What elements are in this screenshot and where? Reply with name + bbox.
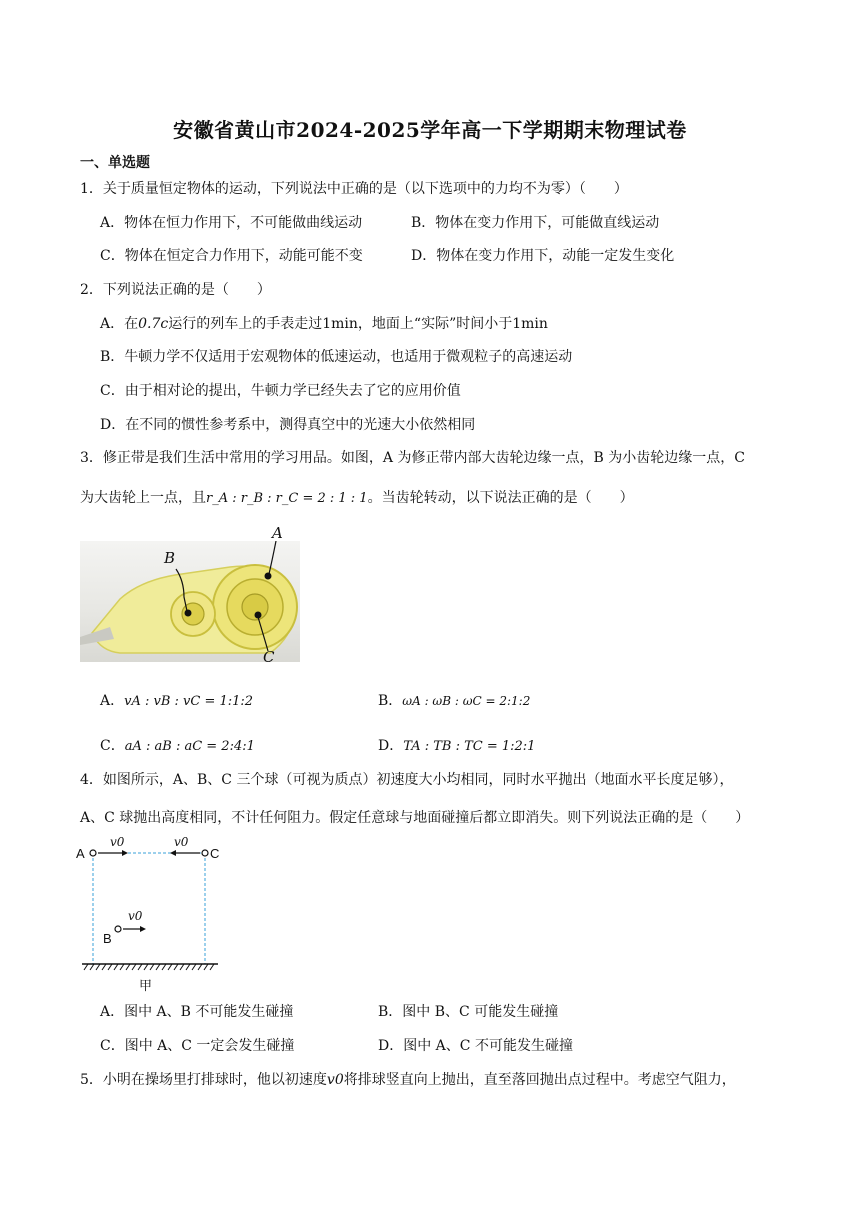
q3-option-c (100, 736, 255, 757)
diagram-label-c: C (210, 846, 220, 861)
q4-option-c: C．图中 A、C 一定会发生碰撞 (100, 1038, 295, 1054)
q4-option-a: A．图中 A、B 不可能发生碰撞 (100, 1004, 294, 1020)
diagram-label-b: B (103, 931, 112, 946)
q1-option-b: B．物体在变力作用下，可能做直线运动 (411, 215, 660, 231)
q3-option-a-expr: vA : vB : vC = 1:1:2 (124, 694, 254, 709)
q3-stem-line2 (80, 488, 634, 509)
photo-label-a-outside: A (272, 524, 283, 542)
diagram-label-a: A (76, 846, 85, 861)
diagram-v0-c: v0 (174, 835, 189, 849)
q5-stem-pre: 5．小明在操场里打排球时，他以初速度 (80, 1072, 327, 1088)
q5-stem-post: 将排球竖直向上抛出，直至落回抛出点过程中。考虑空气阻力， (343, 1072, 736, 1088)
q3-stem-line1: 3．修正带是我们生活中常用的学习用品。如图，A 为修正带内部大齿轮边缘一点，B 为小齿轮边缘一点，C (80, 450, 745, 466)
q3-option-b (378, 691, 530, 711)
q3-stem-post: 。当齿轮转动，以下说法正确的是（ ） (367, 490, 634, 506)
q2-option-a-pre: A．在 (100, 316, 139, 332)
diagram-v0-b: v0 (128, 909, 143, 923)
q2-option-a-post: 运行的列车上的手表走过1min，地面上“实际”时间小于1min (168, 316, 548, 332)
q2-option-a-speed: 0.7c (138, 316, 169, 332)
q4-stem-line1: 4．如图所示，A、B、C 三个球（可视为质点）初速度大小均相同，同时水平抛出（地面水平长度足够）， (80, 772, 734, 788)
q1-option-c: C．物体在恒定合力作用下，动能可能不变 (100, 248, 363, 264)
q2-option-d: D．在不同的惯性参考系中，测得真空中的光速大小依然相同 (100, 417, 476, 433)
q5-stem-var: v0 (326, 1072, 344, 1088)
photo-label-c: C (263, 648, 275, 662)
q3-option-d-expr: TA : TB : TC = 1:2:1 (403, 739, 536, 754)
q3-option-c-letter: C． (100, 738, 125, 754)
q1-option-d: D．物体在变力作用下，动能一定发生变化 (411, 248, 675, 264)
q3-option-b-letter: B． (378, 693, 403, 709)
q4-option-d: D．图中 A、C 不可能发生碰撞 (378, 1038, 573, 1054)
q5-stem (80, 1070, 736, 1090)
projectile-diagram (76, 830, 226, 995)
q1-option-a: A．物体在恒力作用下，不可能做曲线运动 (100, 215, 363, 231)
q2-stem: 2．下列说法正确的是（ ） (80, 282, 271, 298)
correction-tape-photo (80, 541, 300, 662)
q3-option-a-letter: A． (100, 693, 125, 709)
q3-stem-pre: 为大齿轮上一点，且 (80, 490, 206, 506)
q3-option-c-expr: aA : aB : aC = 2:4:1 (124, 739, 255, 754)
q4-stem-line2: A、C 球抛出高度相同，不计任何阻力。假定任意球与地面碰撞后都立即消失。则下列说法正确的是（ ） (80, 810, 750, 826)
q3-ratio: r_A : r_B : r_C = 2 : 1 : 1 (206, 491, 368, 506)
q3-option-b-expr: ωA : ωB : ωC = 2:1:2 (402, 694, 531, 708)
photo-label-b: B (164, 549, 176, 567)
q3-option-d-letter: D． (378, 738, 404, 754)
q2-option-a (100, 314, 548, 334)
diagram-v0-a: v0 (110, 835, 125, 849)
q4-option-b: B．图中 B、C 可能发生碰撞 (378, 1004, 559, 1020)
q2-option-c: C．由于相对论的提出，牛顿力学已经失去了它的应用价值 (100, 383, 461, 399)
q1-stem: 1．关于质量恒定物体的运动，下列说法中正确的是（以下选项中的力均不为零）（ ） (80, 181, 628, 197)
q2-option-b: B．牛顿力学不仅适用于宏观物体的低速运动，也适用于微观粒子的高速运动 (100, 349, 573, 365)
exam-title: 安徽省黄山市2024-2025学年高一下学期期末物理试卷 (173, 118, 687, 142)
q3-option-a (100, 691, 253, 712)
section-heading: 一、单选题 (80, 155, 150, 171)
diagram-caption: 甲 (139, 979, 153, 994)
q3-option-d (378, 736, 535, 757)
